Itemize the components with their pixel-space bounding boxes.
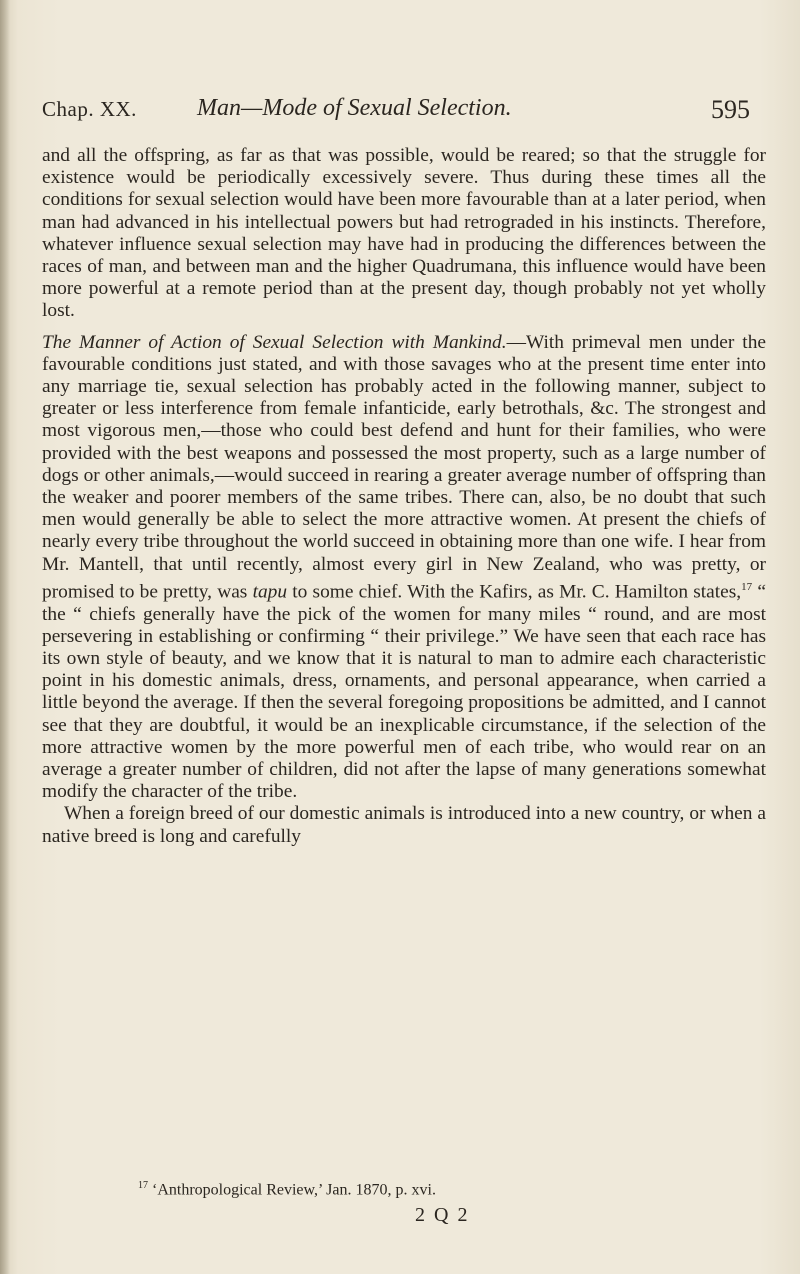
paragraph-2-text-a: —With primeval men under the favourable conditions just stated, and with those savages who at the present time enter into any marriage tie, sexual selection has probably acted in the following manner, subject to greater or less interference from female infanticide, early betrothals, &c. The strongest and most vigorous men,—those who could best defend and hunt for their families, who were provided with the best weapons and possessed the most property, such as a large number of dogs or other animals,—would succeed in rearing a greater average number of offspring than the weaker and poorer members of the same tribes. There can, also, be no doubt that such men would generally be able to select the more attractive women. At present the chiefs of nearly every tribe throughout the world succeed in obtaining more than one wife. I hear from Mr. Mantell, that until recently, almost every girl in New Zealand, who was pretty, or promised to be pretty, was bbox=[42, 331, 766, 603]
footnote-ref: 17 bbox=[741, 580, 753, 593]
section-heading: The Manner of Action of Sexual Selection with Mankind. bbox=[42, 331, 507, 353]
paragraph-2-text-c: “ the “ chiefs generally have the pick of the women for many miles “ round, and are most persevering in establishing or confirming “ their privilege.” We have seen that each race has its own style of beauty, and we know that it is natural to man to admire each characteristic point in his domestic animals, dress, ornaments, and personal appearance, when carried a little beyond the average. If then the several foregoing propositions be admitted, and I cannot see that they are doubtful, it would be an inexplicable circumstance, if the selection of the more attractive women by the more powerful men of each tribe, who would rear on an average a greater number of children, did not after the lapse of many generations somewhat modify the character of the tribe. bbox=[42, 581, 766, 803]
running-header bbox=[42, 95, 762, 131]
binding-shadow bbox=[0, 0, 10, 1274]
chapter-label: Chap. XX. bbox=[42, 97, 137, 121]
signature-mark: 2 Q 2 bbox=[415, 1204, 470, 1226]
footnote-text: ‘Anthropological Review,’ Jan. 1870, p. xvi. bbox=[152, 1181, 436, 1199]
footnote bbox=[138, 1180, 436, 1199]
footnote-number: 17 bbox=[138, 1180, 148, 1191]
italic-word: tapu bbox=[252, 581, 288, 603]
paragraph-3: When a foreign breed of our domestic animals is introduced into a new country, or when a native breed is long and carefully bbox=[42, 803, 766, 847]
paragraph-2-text-b: to some chief. With the Kafirs, as Mr. C. Hamilton states, bbox=[287, 581, 742, 603]
paragraph-2 bbox=[42, 332, 766, 804]
page-number: 595 bbox=[711, 95, 750, 124]
paragraph-1: and all the offspring, as far as that was possible, would be reared; so that the struggle for existence would be periodically excessively severe. Thus during these times all the conditions for sexual selection would have been more favourable than at a later period, when man had advanced in his intellectual powers but had retrograded in his instincts. Therefore, whatever influence sexual selection may have had in producing the differences between the races of man, and between man and the higher Quadrumana, this influence would have been more powerful at a remote period than at the present day, though probably not yet wholly lost. bbox=[42, 145, 766, 322]
body-text bbox=[42, 145, 766, 848]
running-title: Man—Mode of Sexual Selection. bbox=[197, 95, 512, 121]
